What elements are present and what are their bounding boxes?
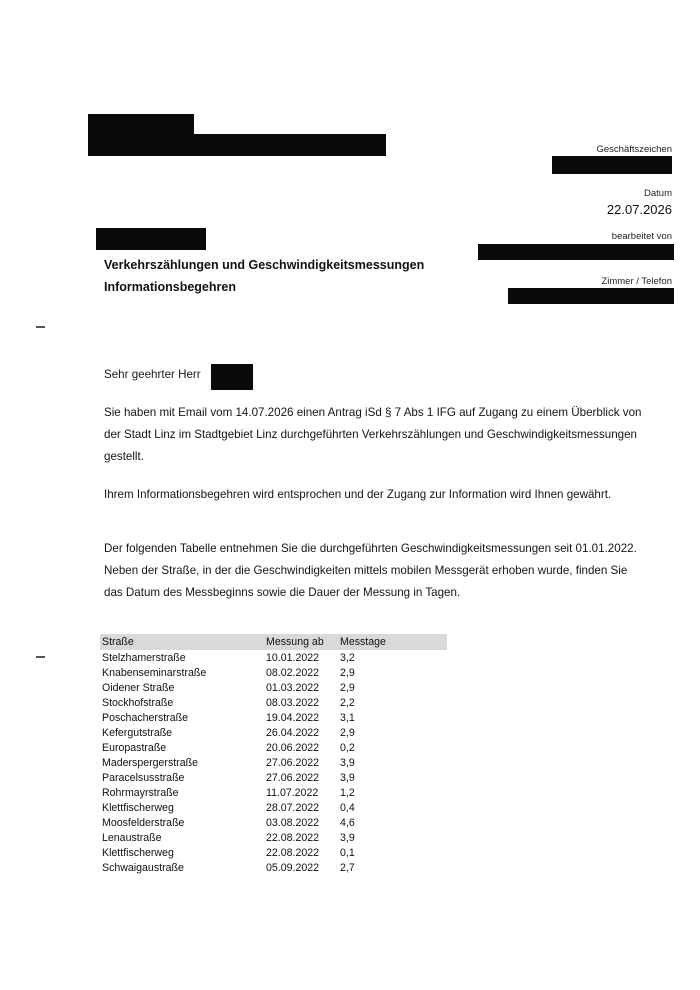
cell-street: Lenaustraße [102, 831, 162, 844]
table-row [100, 755, 447, 770]
cell-street: Maderspergerstraße [102, 756, 198, 769]
cell-days: 3,1 [340, 711, 355, 724]
cell-days: 2,9 [340, 681, 355, 694]
header-messung-ab: Messung ab [264, 634, 338, 650]
salutation [104, 368, 201, 381]
cell-date: 05.09.2022 [266, 861, 320, 874]
redacted-sender-address [88, 134, 386, 156]
cell-street: Klettfischerweg [102, 801, 174, 814]
cell-street: Stockhofstraße [102, 696, 174, 709]
table-row [100, 740, 447, 755]
fold-mark-top [36, 326, 45, 328]
cell-street: Schwaigaustraße [102, 861, 184, 874]
cell-street: Poschacherstraße [102, 711, 188, 724]
table-row [100, 860, 447, 875]
cell-date: 08.03.2022 [266, 696, 320, 709]
zimmer-telefon-label: Zimmer / Telefon [601, 276, 672, 287]
table-row [100, 710, 447, 725]
table-row [100, 665, 447, 680]
cell-street: Stelzhamerstraße [102, 651, 186, 664]
cell-date: 19.04.2022 [266, 711, 320, 724]
cell-days: 1,2 [340, 786, 355, 799]
cell-date: 03.08.2022 [266, 816, 320, 829]
datum-value: 22.07.2026 [606, 202, 672, 217]
table-row [100, 800, 447, 815]
cell-street: Europastraße [102, 741, 167, 754]
cell-date: 27.06.2022 [266, 756, 320, 769]
redacted-zimmer-telefon [508, 288, 674, 304]
table-row [100, 725, 447, 740]
cell-street: Knabenseminarstraße [102, 666, 207, 679]
table-row [100, 695, 447, 710]
cell-days: 3,9 [340, 831, 355, 844]
redacted-recipient-name [211, 364, 253, 390]
table-row [100, 785, 447, 800]
cell-days: 0,4 [340, 801, 355, 814]
cell-date: 27.06.2022 [266, 771, 320, 784]
cell-date: 22.08.2022 [266, 846, 320, 859]
cell-days: 2,9 [340, 666, 355, 679]
table-row [100, 845, 447, 860]
table-row [100, 770, 447, 785]
cell-date: 28.07.2022 [266, 801, 320, 814]
table-row [100, 650, 447, 665]
cell-date: 20.06.2022 [266, 741, 320, 754]
redacted-bearbeitet-von [478, 244, 674, 260]
cell-date: 26.04.2022 [266, 726, 320, 739]
cell-days: 2,9 [340, 726, 355, 739]
cell-days: 3,9 [340, 756, 355, 769]
header-strasse: Straße [100, 634, 264, 650]
cell-street: Kefergutstraße [102, 726, 173, 739]
cell-date: 11.07.2022 [266, 786, 319, 799]
cell-days: 4,6 [340, 816, 355, 829]
paragraph-request: Sie haben mit Email vom 14.07.2026 einen Antrag iSd § 7 Abs 1 IFG auf Zugang zu einem Überblick von der Stadt Linz im Stadtgebiet Linz durchgeführten Verkehrszählungen und Geschwindigkeitsmessungen gestellt. [104, 406, 642, 463]
redacted-sender-name [88, 114, 194, 136]
cell-days: 0,2 [340, 741, 355, 754]
paragraph-table-intro: Der folgenden Tabelle entnehmen Sie die durchgeführten Geschwindigkeitsmessungen seit 01.01.2022. Neben der Straße, in der die Geschwindigkeiten mittels mobilen Messgerät erhoben wurde, finden Sie das Datum des Messbeginns sowie die Dauer der Messung in Tagen. [104, 542, 637, 599]
cell-date: 01.03.2022 [266, 681, 320, 694]
salutation-text: Sehr geehrter Herr [104, 368, 201, 381]
cell-days: 3,9 [340, 771, 355, 784]
cell-date: 08.02.2022 [266, 666, 320, 679]
table-header-row [100, 634, 447, 650]
geschaeftszeichen-label: Geschäftszeichen [596, 144, 672, 155]
cell-street: Klettfischerweg [102, 846, 174, 859]
fold-mark-bottom [36, 656, 45, 658]
cell-date: 22.08.2022 [266, 831, 320, 844]
subject-line-1: Verkehrszählungen und Geschwindigkeitsmessungen [104, 258, 425, 272]
table-row [100, 815, 447, 830]
bearbeitet-von-label: bearbeitet von [611, 231, 672, 242]
header-messtage: Messtage [338, 634, 447, 650]
table-row [100, 680, 447, 695]
redacted-geschaeftszeichen [552, 156, 672, 174]
cell-days: 3,2 [340, 651, 355, 664]
cell-days: 2,7 [340, 861, 355, 874]
subject-line-2: Informationsbegehren [104, 280, 236, 294]
cell-days: 0,1 [340, 846, 355, 859]
cell-street: Moosfelderstraße [102, 816, 185, 829]
datum-label: Datum [644, 188, 672, 199]
redacted-recipient [96, 228, 206, 250]
paragraph-granted: Ihrem Informationsbegehren wird entsprochen und der Zugang zur Information wird Ihnen gewährt. [104, 488, 612, 501]
cell-days: 2,2 [340, 696, 355, 709]
cell-street: Oidener Straße [102, 681, 175, 694]
table-row [100, 830, 447, 845]
measurement-table [100, 634, 447, 875]
cell-street: Rohrmayrstraße [102, 786, 179, 799]
cell-street: Paracelsusstraße [102, 771, 185, 784]
cell-date: 10.01.2022 [266, 651, 320, 664]
